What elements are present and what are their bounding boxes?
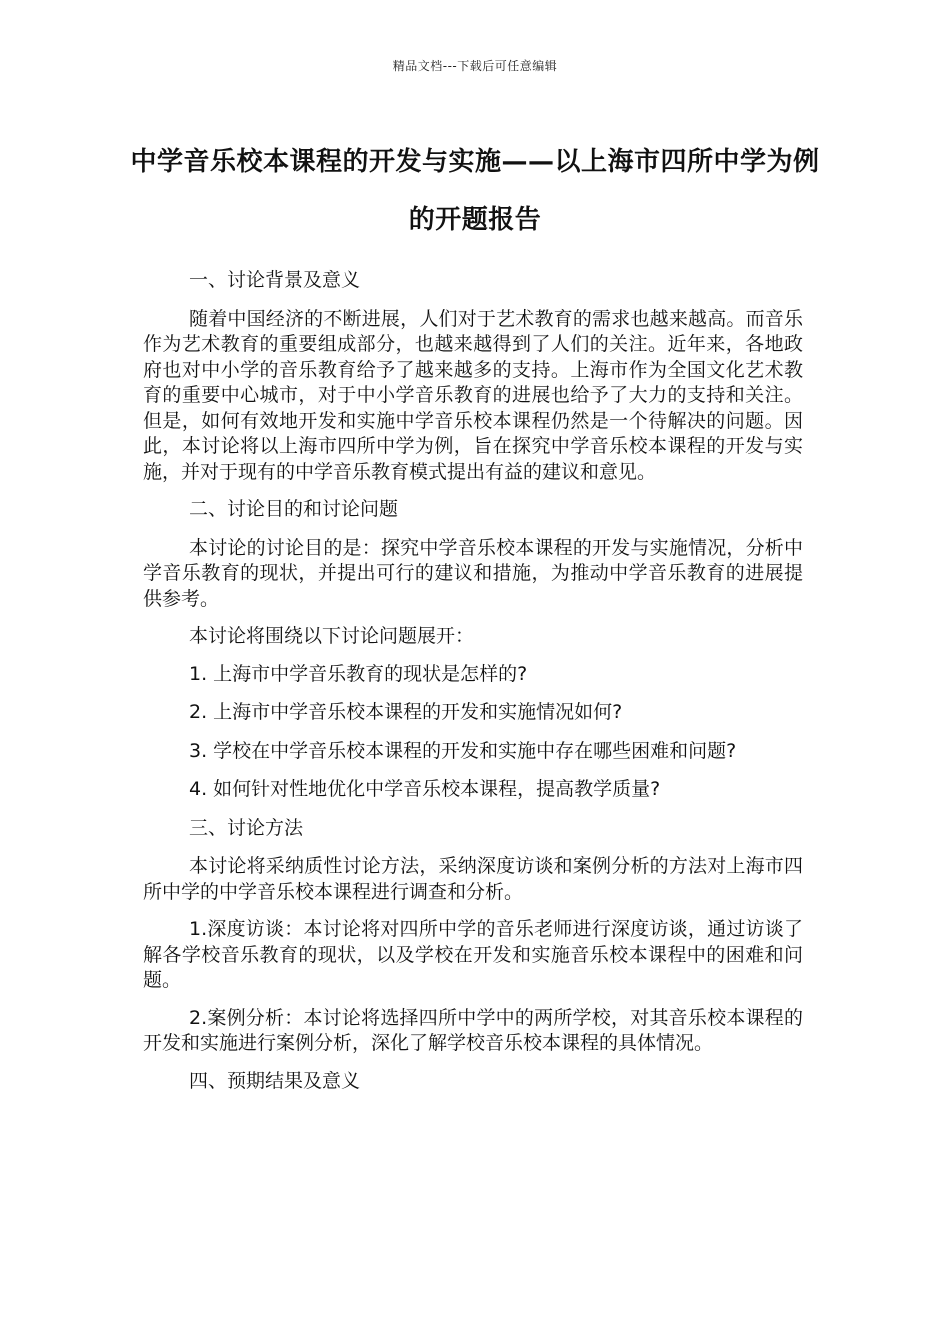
section-3-paragraph-2: 1.深度访谈：本讨论将对四所中学的音乐老师进行深度访谈，通过访谈了解各学校音乐教育的现状，以及学校在开发和实施音乐校本课程中的困难和问题。 [143,918,803,991]
research-question-2: 2. 上海市中学音乐校本课程的开发和实施情况如何? [189,701,623,723]
document-title: 中学音乐校本课程的开发与实施——以上海市四所中学为例的开题报告 [130,147,820,235]
section-1-paragraph: 随着中国经济的不断进展，人们对于艺术教育的需求也越来越高。而音乐作为艺术教育的重要组成部分，也越来越得到了人们的关注。近年来，各地政府也对中小学的音乐教育给予了越来越多的支持。上海市作为全国文化艺术教育的重要中心城市，对于中小学音乐教育的进展也给予了大力的支持和关注。但是，如何有效地开发和实施中学音乐校本课程仍然是一个待解决的问题。因此，本讨论将以上海市四所中学为例，旨在探究中学音乐校本课程的开发与实施，并对于现有的中学音乐教育模式提出有益的建议和意见。 [143,307,803,483]
section-heading-2: 二、讨论目的和讨论问题 [189,498,399,520]
section-2-paragraph-2: 本讨论将围绕以下讨论问题展开： [189,625,475,647]
research-question-1: 1. 上海市中学音乐教育的现状是怎样的? [189,662,528,685]
section-3-paragraph-1: 本讨论将采纳质性讨论方法，采纳深度访谈和案例分析的方法对上海市四所中学的中学音乐校本课程进行调查和分析。 [143,855,803,903]
section-heading-1: 一、讨论背景及意义 [189,269,361,291]
section-3-paragraph-3: 2.案例分析：本讨论将选择四所中学中的两所学校，对其音乐校本课程的开发和实施进行案例分析，深化了解学校音乐校本课程的具体情况。 [143,1006,803,1054]
header-note: 精品文档---下载后可任意编辑 [392,59,558,73]
research-question-4: 4. 如何针对性地优化中学音乐校本课程，提高教学质量? [189,778,661,800]
section-2-paragraph-1: 本讨论的讨论目的是：探究中学音乐校本课程的开发与实施情况，分析中学音乐教育的现状，并提出可行的建议和措施，为推动中学音乐教育的进展提供参考。 [143,536,803,610]
document-body [143,268,803,1107]
research-question-3: 3. 学校在中学音乐校本课程的开发和实施中存在哪些困难和问题? [189,739,737,762]
section-heading-3: 三、讨论方法 [189,816,304,839]
section-heading-4: 四、预期结果及意义 [189,1069,361,1092]
